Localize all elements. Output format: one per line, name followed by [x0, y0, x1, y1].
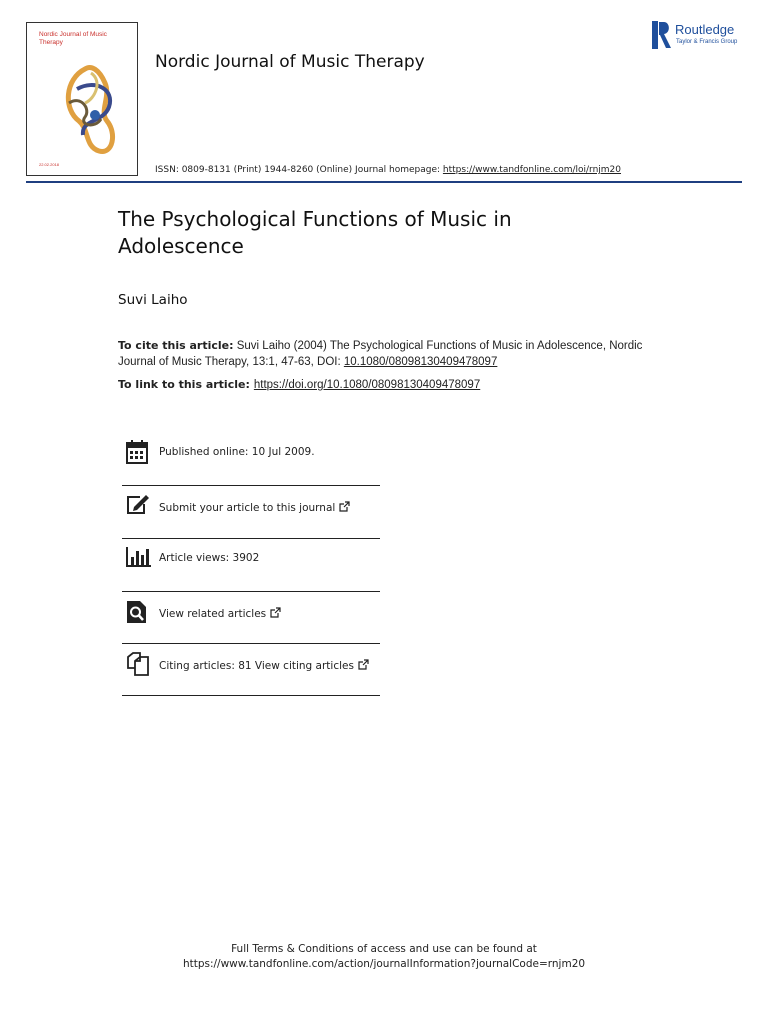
- article-title: The Psychological Functions of Music in Adolescence: [118, 207, 512, 258]
- journal-homepage-link[interactable]: https://www.tandfonline.com/loi/rnjm20: [442, 165, 622, 175]
- journal-cover: [26, 22, 138, 176]
- bar-chart-icon: [126, 547, 152, 567]
- published-row: [124, 440, 380, 466]
- external-link-icon: [358, 659, 369, 670]
- article-views: Article views: 3902: [159, 552, 260, 564]
- article-link-block: [118, 377, 678, 393]
- issn-text: ISSN: 0809-8131 (Print) 1944-8260 (Online) Journal homepage:: [155, 165, 443, 175]
- terms-url[interactable]: https://www.tandfonline.com/action/journalInformation?journalCode=rnjm20: [182, 958, 586, 970]
- related-articles-row[interactable]: [124, 600, 380, 626]
- journal-name: Nordic Journal of Music Therapy: [155, 52, 425, 72]
- publisher-name: Routledge: [675, 22, 735, 37]
- submit-article-label: Submit your article to this journal: [159, 502, 336, 514]
- citation-text: Suvi Laiho (2004) The Psychological Functions of Music in Adolescence, Nordic Journal of Music Therapy, 13:1, 47-63, DOI:: [118, 340, 643, 368]
- citing-articles-link[interactable]: [159, 659, 369, 672]
- citation-label: To cite this article:: [118, 339, 234, 352]
- header-divider: [26, 181, 742, 183]
- issn-line: [155, 165, 621, 175]
- article-views-row: [124, 547, 380, 571]
- routledge-logo-icon: [652, 21, 672, 49]
- related-articles-label: View related articles: [159, 608, 267, 620]
- cover-title: Nordic Journal of Music Therapy: [39, 31, 107, 46]
- meta-divider: [122, 695, 380, 696]
- related-articles-link[interactable]: [159, 607, 281, 620]
- meta-divider: [122, 485, 380, 486]
- external-link-icon: [339, 501, 350, 512]
- external-link-icon: [270, 607, 281, 618]
- meta-divider: [122, 591, 380, 592]
- search-document-icon: [126, 600, 148, 624]
- publisher-subtitle: Taylor & Francis Group: [676, 39, 738, 45]
- article-author: Suvi Laiho: [118, 292, 188, 308]
- copy-documents-icon: [126, 652, 150, 676]
- submit-article-row[interactable]: [124, 494, 380, 520]
- calendar-icon: [126, 440, 148, 464]
- citation-doi-link[interactable]: 10.1080/08098130409478097: [343, 356, 498, 368]
- citation-block: [118, 338, 678, 370]
- cover-art: [55, 59, 127, 159]
- terms-footer: [0, 942, 768, 972]
- submit-article-link[interactable]: [159, 501, 350, 514]
- edit-icon: [126, 494, 150, 514]
- terms-line: Full Terms & Conditions of access and use can be found at: [231, 943, 537, 955]
- cover-footer: 22.02.2018: [39, 162, 60, 167]
- published-date: Published online: 10 Jul 2009.: [159, 446, 315, 458]
- article-doi-url[interactable]: https://doi.org/10.1080/08098130409478097: [253, 379, 481, 391]
- citing-articles-label: Citing articles: 81 View citing articles: [159, 660, 354, 672]
- article-link-label: To link to this article:: [118, 378, 250, 391]
- citing-articles-row[interactable]: [124, 652, 380, 678]
- meta-divider: [122, 643, 380, 644]
- meta-divider: [122, 538, 380, 539]
